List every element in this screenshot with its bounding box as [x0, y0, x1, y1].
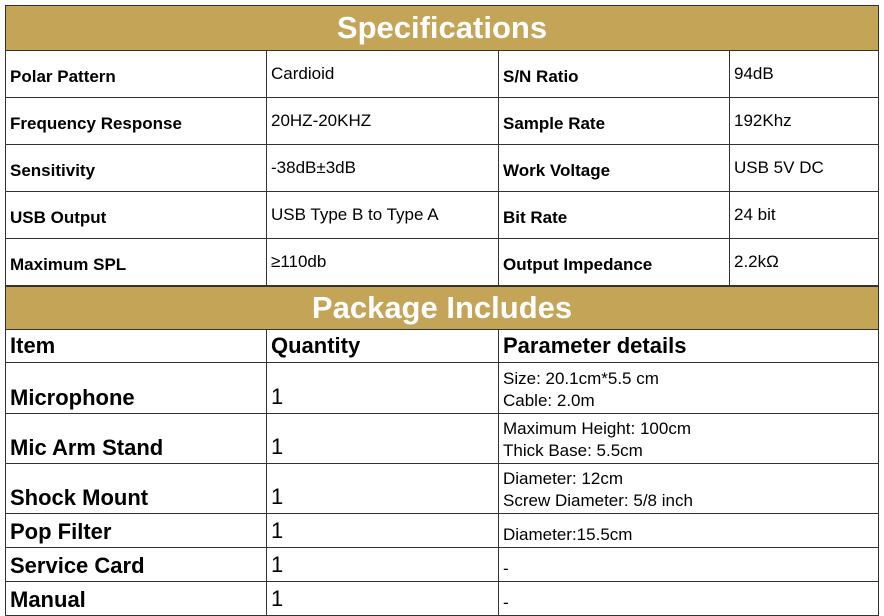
package-row: [6, 514, 879, 548]
spec-row: [6, 192, 879, 239]
spec-row: [6, 98, 879, 145]
spec-row: [6, 51, 879, 98]
detail-line: -: [503, 559, 509, 578]
detail-line: Screw Diameter: 5/8 inch: [503, 491, 693, 510]
spec-label: Sensitivity: [6, 145, 267, 192]
spec-value: USB Type B to Type A: [267, 192, 499, 239]
spec-row: [6, 239, 879, 286]
package-table: [5, 286, 879, 616]
detail-line: Diameter: 12cm: [503, 469, 623, 488]
spec-label: Frequency Response: [6, 98, 267, 145]
spec-value: -38dB±3dB: [267, 145, 499, 192]
spec-value: 192Khz: [730, 98, 879, 145]
package-item-name: Service Card: [6, 548, 267, 582]
spec-value: 20HZ-20KHZ: [267, 98, 499, 145]
package-item-details: [499, 582, 879, 616]
spec-label: USB Output: [6, 192, 267, 239]
package-item-name: Shock Mount: [6, 464, 267, 514]
detail-line: Cable: 2.0m: [503, 391, 595, 410]
package-item-details: [499, 414, 879, 464]
detail-line: Maximum Height: 100cm: [503, 419, 692, 438]
detail-line: Diameter:15.5cm: [503, 525, 633, 544]
detail-line: Thick Base: 5.5cm: [503, 441, 643, 460]
spec-label: Polar Pattern: [6, 51, 267, 98]
package-item-qty: 1: [267, 582, 499, 616]
package-row: [6, 414, 879, 464]
header-quantity: Quantity: [267, 330, 499, 363]
package-row: [6, 363, 879, 414]
package-title: Package Includes: [6, 287, 879, 330]
package-item-name: Pop Filter: [6, 514, 267, 548]
specifications-table: [5, 5, 879, 286]
detail-line: Size: 20.1cm*5.5 cm: [503, 369, 659, 388]
package-row: [6, 464, 879, 514]
spec-value: Cardioid: [267, 51, 499, 98]
spec-label: Bit Rate: [499, 192, 730, 239]
detail-line: -: [503, 593, 509, 612]
spec-value: 24 bit: [730, 192, 879, 239]
package-item-details: [499, 514, 879, 548]
package-item-qty: 1: [267, 464, 499, 514]
spec-value: ≥110db: [267, 239, 499, 286]
package-item-name: Manual: [6, 582, 267, 616]
package-item-name: Microphone: [6, 363, 267, 414]
spec-value: 94dB: [730, 51, 879, 98]
header-details: Parameter details: [499, 330, 879, 363]
header-item: Item: [6, 330, 267, 363]
specifications-title: Specifications: [6, 6, 879, 51]
package-item-details: [499, 548, 879, 582]
spec-sheet: [5, 5, 878, 616]
package-item-details: [499, 363, 879, 414]
package-item-details: [499, 464, 879, 514]
spec-label: Maximum SPL: [6, 239, 267, 286]
spec-value: USB 5V DC: [730, 145, 879, 192]
package-item-qty: 1: [267, 363, 499, 414]
spec-label: Work Voltage: [499, 145, 730, 192]
spec-row: [6, 145, 879, 192]
package-row: [6, 582, 879, 616]
package-item-name: Mic Arm Stand: [6, 414, 267, 464]
package-item-qty: 1: [267, 548, 499, 582]
package-row: [6, 548, 879, 582]
package-item-qty: 1: [267, 414, 499, 464]
spec-label: Sample Rate: [499, 98, 730, 145]
package-header-row: [6, 330, 879, 363]
spec-label: S/N Ratio: [499, 51, 730, 98]
package-item-qty: 1: [267, 514, 499, 548]
specifications-banner: [6, 6, 879, 51]
package-banner: [6, 287, 879, 330]
spec-label: Output Impedance: [499, 239, 730, 286]
spec-value: 2.2kΩ: [730, 239, 879, 286]
